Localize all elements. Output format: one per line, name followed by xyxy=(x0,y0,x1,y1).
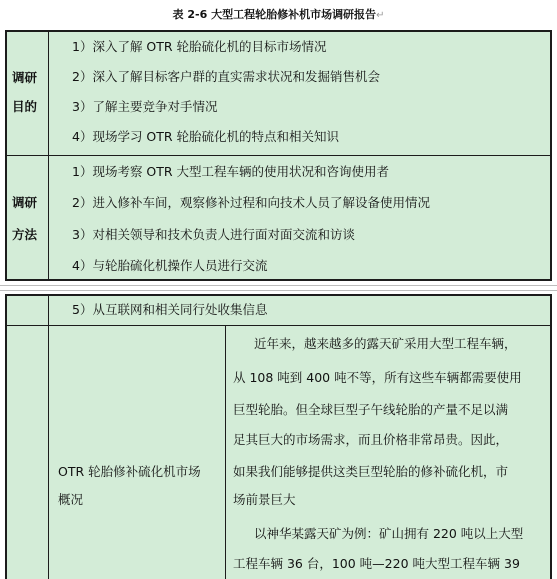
method-item: 1）现场考察 OTR 大型工程车辆的使用状况和咨询使用者 xyxy=(72,164,390,179)
purpose-item: 2）深入了解目标客户群的直实需求状况和发掘销售机会 xyxy=(72,69,380,84)
table-title xyxy=(0,5,557,25)
overview-paragraph-line: 场前景巨大 xyxy=(233,492,296,507)
table-border-top xyxy=(5,30,552,32)
method-item: 3）对相关领导和技术负责人进行面对面交流和访谈 xyxy=(72,227,355,242)
overview-paragraph-line: 如果我们能够提供这类巨型轮胎的修补硫化机，市 xyxy=(233,464,509,479)
section-divider xyxy=(5,155,552,156)
overview-paragraph-line: 以神华某露天矿为例：矿山拥有 220 吨以上大型 xyxy=(254,526,524,541)
row-divider xyxy=(5,325,552,326)
purpose-item: 4）现场学习 OTR 轮胎硫化机的特点和相关知识 xyxy=(72,129,340,144)
table-title-text: 表 2-6 大型工程轮胎修补机市场调研报告 xyxy=(172,8,377,21)
method-item: 4）与轮胎硫化机操作人员进行交流 xyxy=(72,258,268,273)
label-column-divider xyxy=(48,294,49,579)
method-item: 2）进入修补车间，观察修补过程和向技术人员了解设备使用情况 xyxy=(72,195,430,210)
method-item: 5）从互联网和相关同行处收集信息 xyxy=(72,302,268,317)
section-label-purpose-line1: 调研 xyxy=(12,70,38,85)
content-column-divider xyxy=(225,325,226,579)
section-label-method-line2: 方法 xyxy=(12,227,38,242)
overview-label-line2: 概况 xyxy=(58,492,84,507)
purpose-item: 3）了解主要竞争对手情况 xyxy=(72,99,218,114)
purpose-item: 1）深入了解 OTR 轮胎硫化机的目标市场情况 xyxy=(72,39,327,54)
page-break-separator xyxy=(0,285,557,291)
table-border-bottom xyxy=(5,279,552,281)
section-label-method-line1: 调研 xyxy=(12,195,38,210)
table-border-left xyxy=(5,294,7,579)
overview-paragraph-line: 足其巨大的市场需求，而且价格非常昂贵。因此， xyxy=(233,432,509,447)
overview-paragraph-line: 巨型轮胎。但全球巨型子午线轮胎的产量不足以满 xyxy=(233,402,509,417)
overview-paragraph-line: 近年来，越来越多的露天矿采用大型工程车辆， xyxy=(254,336,517,351)
overview-paragraph-line: 从 108 吨到 400 吨不等，所有这些车辆都需要使用 xyxy=(233,370,522,385)
table-border-right xyxy=(550,294,552,579)
overview-paragraph-line: 工程车辆 36 台，100 吨—220 吨大型工程车辆 39 xyxy=(233,556,520,571)
paragraph-mark: ↵ xyxy=(376,10,385,21)
table-border-top xyxy=(5,294,552,296)
overview-label-line1: OTR 轮胎修补硫化机市场 xyxy=(58,464,201,479)
section-label-purpose-line2: 目的 xyxy=(12,99,38,114)
